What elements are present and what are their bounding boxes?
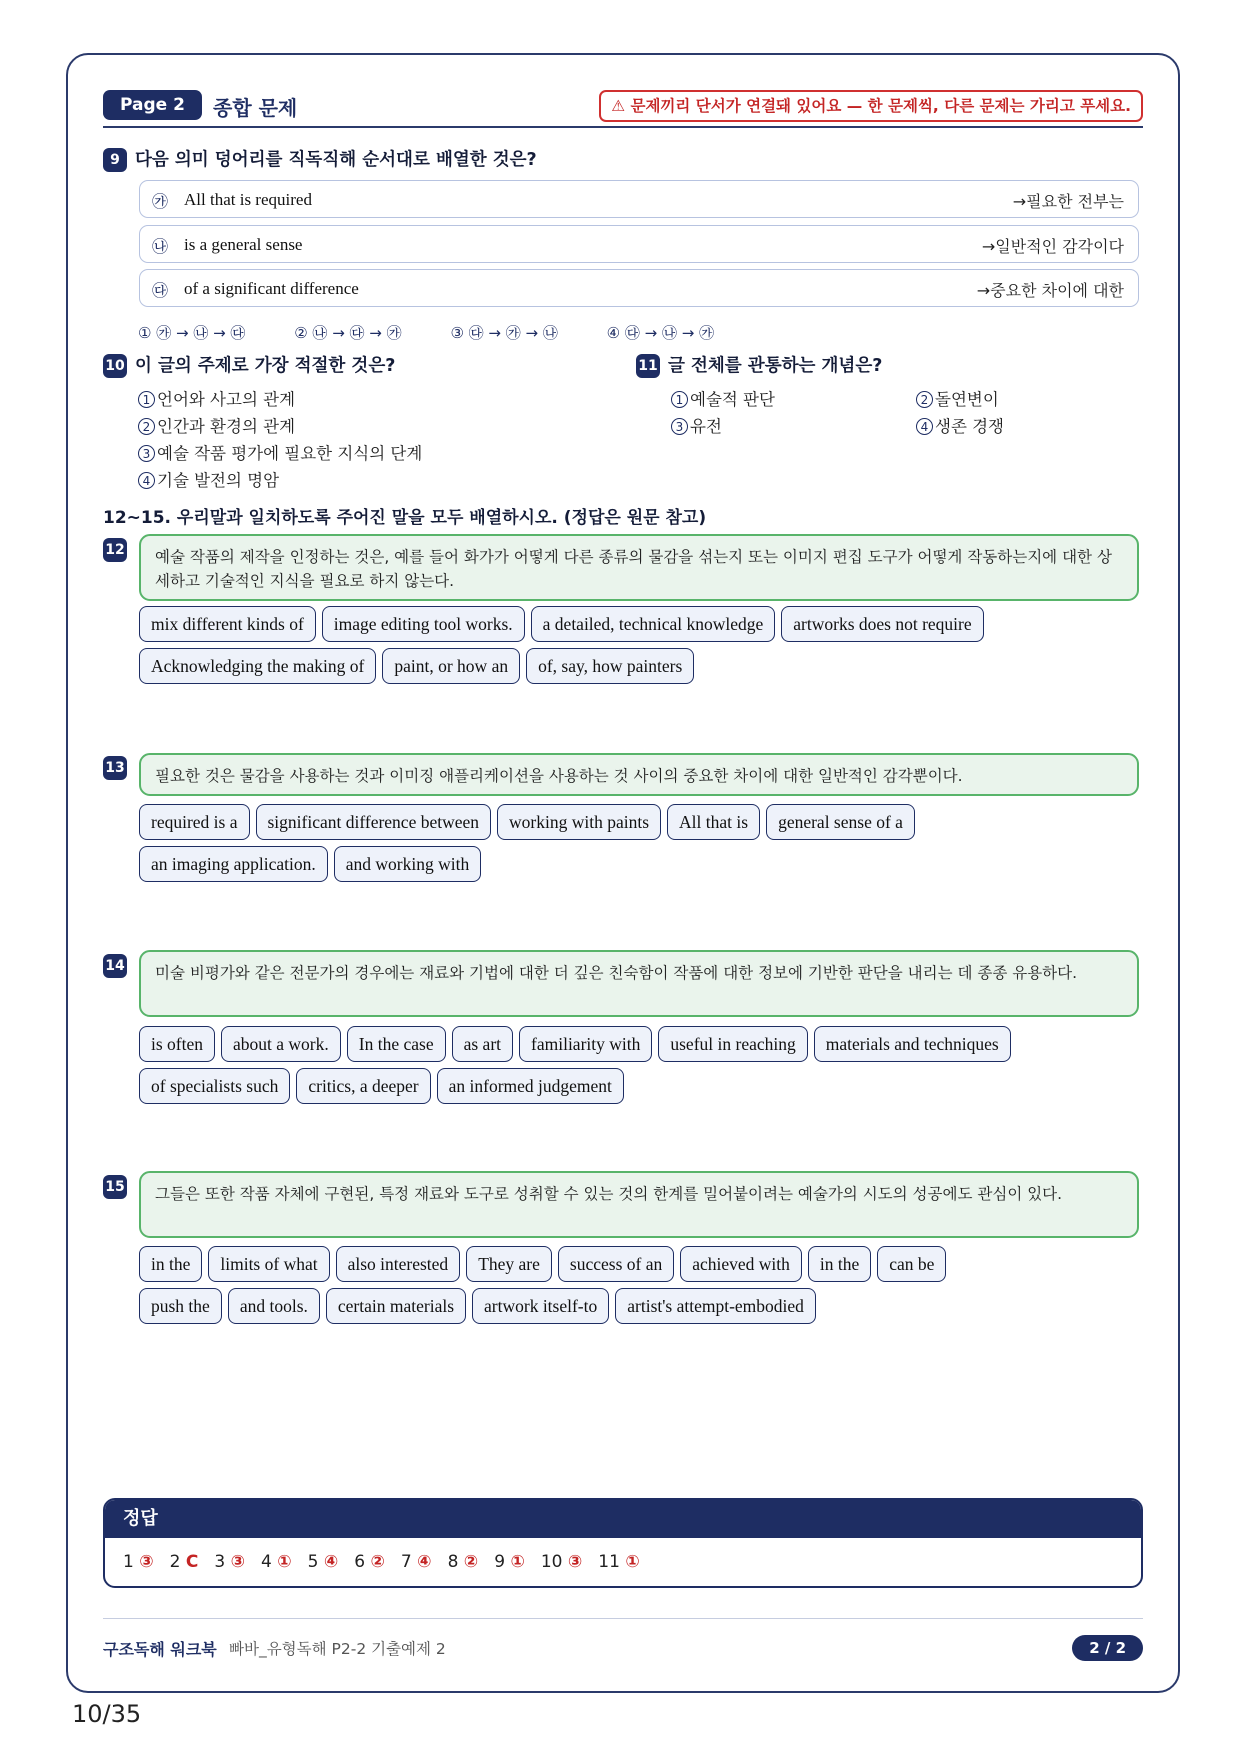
option-text: 유전 [690,417,722,436]
warning-banner: ⚠ 문제끼리 단서가 연결돼 있어요 — 한 문제씩, 다른 문제는 가리고 푸세요. [599,90,1143,122]
option[interactable] [916,386,999,410]
word-tile[interactable]: limits of what [208,1246,329,1282]
answer-number: 4 [261,1552,278,1572]
answer-number: 2 [169,1552,186,1572]
word-tile[interactable]: of specialists such [139,1068,290,1104]
answer-item [261,1552,292,1572]
option[interactable] [138,467,279,491]
option-number: 3 [138,445,155,462]
option[interactable]: ① ㉮ → ㉯ → ㉰ [138,324,246,342]
answer-value: ③ [567,1552,583,1572]
word-tile[interactable]: required is a [139,804,250,840]
korean-sentence-box: 예술 작품의 제작을 인정하는 것은, 예를 들어 화가가 어떻게 다른 종류의 물감을 섞는지 또는 이미지 편집 도구가 어떻게 작동하는지에 대한 상세하고 기술적인 지식을 필요로 하지 않는다. [139,534,1139,601]
question-number: 10 [103,354,127,378]
word-tile[interactable]: a detailed, technical knowledge [531,606,776,642]
word-tile[interactable]: useful in reaching [658,1026,807,1062]
question-number: 9 [103,148,127,172]
word-tile[interactable]: is often [139,1026,215,1062]
word-tile[interactable]: artwork itself-to [472,1288,609,1324]
word-tile[interactable]: familiarity with [519,1026,652,1062]
chunk-mark: ㉰ [152,281,169,300]
option-number: 2 [138,418,155,435]
question-text: 다음 의미 덩어리를 직독직해 순서대로 배열한 것은? [135,150,537,170]
word-tile[interactable]: image editing tool works. [322,606,525,642]
option-number: 2 [916,391,933,408]
answer-value: ① [625,1552,640,1572]
word-tiles-12 [139,606,1149,690]
word-tile[interactable]: an informed judgement [437,1068,624,1104]
word-tile[interactable]: push the [139,1288,222,1324]
option[interactable] [671,413,722,437]
answer-value: ② [463,1552,479,1572]
page-header [103,90,1143,128]
word-tile[interactable]: certain materials [326,1288,466,1324]
answer-item [170,1552,199,1572]
answer-item [401,1552,432,1572]
answer-value: ② [370,1552,385,1572]
answer-item [448,1552,479,1572]
question-number: 15 [103,1175,127,1199]
worksheet [103,90,1143,1659]
chunk-korean: →중요한 차이에 대한 [976,281,1124,300]
option[interactable]: ④ ㉰ → ㉯ → ㉮ [606,324,715,342]
answer-item [541,1552,582,1572]
korean-sentence-box: 미술 비평가와 같은 전문가의 경우에는 재료와 기법에 대한 더 깊은 친숙함이 작품에 대한 정보에 기반한 판단을 내리는 데 종종 유용하다. [139,950,1139,1017]
word-tile[interactable]: working with paints [497,804,661,840]
option-number: 1 [138,391,155,408]
option-number: 1 [671,391,688,408]
korean-sentence-box: 그들은 또한 작품 자체에 구현된, 특정 재료와 도구로 성취할 수 있는 것의 한계를 밀어붙이려는 예술가의 시도의 성공에도 관심이 있다. [139,1171,1139,1238]
option-text: 생존 경쟁 [935,417,1005,436]
word-tile[interactable]: In the case [347,1026,446,1062]
word-tiles-14 [139,1026,1149,1110]
footer-subtitle: 빠바_유형독해 P2-2 기출예제 2 [229,1640,446,1658]
chunk-english: All that is required [184,190,312,209]
word-tile[interactable]: artworks does not require [781,606,983,642]
word-tiles-13 [139,804,1149,888]
option[interactable] [671,386,775,410]
question-9 [103,146,537,172]
option[interactable] [138,413,295,437]
word-tile[interactable]: artist's attempt-embodied [615,1288,816,1324]
question-number: 12 [103,538,127,562]
chunk-korean: →필요한 전부는 [1012,192,1124,211]
answer-value: ① [277,1552,292,1572]
answer-number: 10 [540,1552,568,1572]
answer-value: ④ [417,1552,432,1572]
question-11 [636,352,882,378]
option-text: 돌연변이 [935,390,999,409]
answer-key-heading: 정답 [105,1500,1141,1538]
word-tile[interactable]: as art [452,1026,513,1062]
answer-item [598,1552,639,1572]
option-text: 기술 발전의 명암 [157,471,280,490]
word-tile[interactable]: general sense of a [766,804,915,840]
option-number: 3 [671,418,688,435]
answer-value: ① [510,1552,525,1572]
word-tile[interactable]: significant difference between [256,804,492,840]
option[interactable] [138,440,422,464]
word-tile[interactable]: in the [139,1246,202,1282]
word-tile[interactable]: can be [877,1246,946,1282]
word-tile[interactable]: in the [808,1246,871,1282]
answer-value: ③ [230,1552,245,1572]
chunk-english: is a general sense [184,235,303,254]
answer-number: 7 [400,1552,418,1572]
answer-number: 5 [307,1552,324,1572]
option[interactable]: ③ ㉰ → ㉮ → ㉯ [450,324,558,342]
question-text: 이 글의 주제로 가장 적절한 것은? [135,356,396,376]
chunk-row [139,180,1139,218]
footer [103,1618,1143,1669]
answer-number: 6 [354,1552,371,1572]
chunk-mark: ㉯ [152,237,169,256]
chunk-row [139,225,1139,263]
chunk-korean: →일반적인 감각이다 [981,237,1124,256]
answer-number: 11 [598,1552,626,1572]
korean-sentence-box: 필요한 것은 물감을 사용하는 것과 이미징 애플리케이션을 사용하는 것 사이의 중요한 차이에 대한 일반적인 감각뿐이다. [139,753,1139,796]
word-tile[interactable]: and working with [334,846,481,882]
word-tile[interactable]: mix different kinds of [139,606,316,642]
word-tile[interactable]: also interested [336,1246,461,1282]
option-text: 언어와 사고의 관계 [157,390,296,409]
answer-list [105,1538,1141,1586]
answer-key [103,1498,1143,1588]
word-tile[interactable]: They are [466,1246,552,1282]
page-counter: 10/35 [72,1700,142,1728]
question-text: 글 전체를 관통하는 개념은? [668,356,883,376]
answer-item [308,1552,339,1572]
word-tile[interactable]: paint, or how an [382,648,520,684]
answer-number: 8 [447,1552,464,1572]
page-title: 종합 문제 [213,96,298,120]
option-number: 4 [916,418,933,435]
word-tile[interactable]: of, say, how painters [526,648,694,684]
word-tiles-15 [139,1246,1149,1330]
word-tile[interactable]: an imaging application. [139,846,328,882]
option-number: 4 [138,472,155,489]
answer-item [354,1552,385,1572]
answer-value: C [185,1552,199,1572]
chunk-mark: ㉮ [152,192,169,211]
question-number: 14 [103,954,127,978]
word-tile[interactable]: success of an [558,1246,674,1282]
option-text: 예술적 판단 [690,390,775,409]
page-badge: Page 2 [103,90,202,120]
word-tile[interactable]: Acknowledging the making of [139,648,376,684]
option[interactable] [138,386,295,410]
option[interactable]: ② ㉯ → ㉰ → ㉮ [294,324,402,342]
word-tile[interactable]: critics, a deeper [296,1068,430,1104]
answer-value: ③ [139,1552,154,1572]
word-tile[interactable]: achieved with [680,1246,802,1282]
answer-item [494,1552,525,1572]
option-text: 예술 작품 평가에 필요한 지식의 단계 [157,444,423,463]
word-tile[interactable]: materials and techniques [814,1026,1011,1062]
order-options [138,322,758,343]
chunk-row [139,269,1139,307]
answer-item [214,1552,245,1572]
word-tile[interactable]: about a work. [221,1026,341,1062]
answer-number: 3 [214,1552,231,1572]
chunk-english: of a significant difference [184,279,359,298]
answer-number: 1 [123,1552,140,1572]
footer-brand: 구조독해 워크북 [103,1640,217,1659]
option[interactable] [916,413,1004,437]
word-tile[interactable]: and tools. [228,1288,320,1324]
question-10 [103,352,395,378]
question-number: 13 [103,756,127,780]
answer-number: 9 [494,1552,511,1572]
footer-page-badge: 2 / 2 [1072,1635,1143,1661]
question-number: 11 [636,354,660,378]
word-tile[interactable]: All that is [667,804,760,840]
answer-value: ④ [323,1552,339,1572]
option-text: 인간과 환경의 관계 [157,417,296,436]
section-heading: 12~15. 우리말과 일치하도록 주어진 말을 모두 배열하시오. (정답은 원문 참고) [103,508,707,528]
answer-item [123,1552,154,1572]
